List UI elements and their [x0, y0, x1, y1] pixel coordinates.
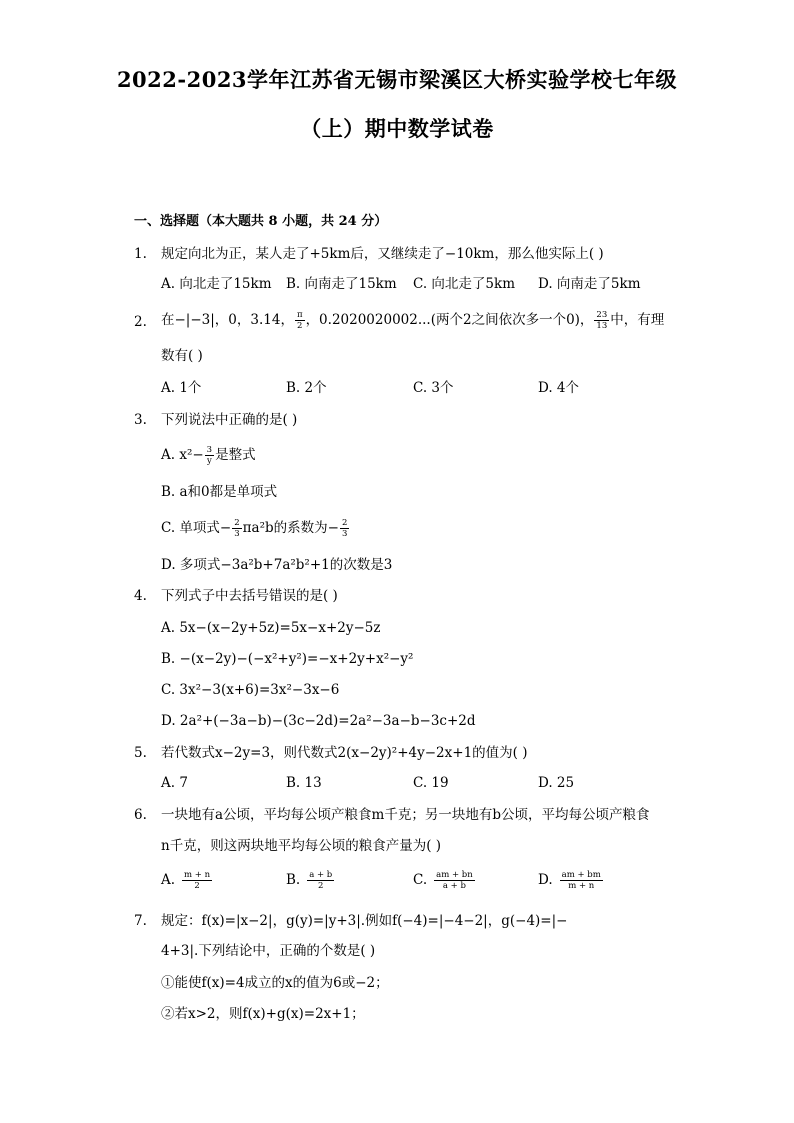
option-part: 是整式 — [215, 447, 256, 463]
question-stem: 规定：f(x)=|x−2|，g(y)=|y+3|.例如f(−4)=|−4−2|，g(−4)=|− — [161, 913, 568, 929]
question-number: 7. — [134, 913, 147, 929]
option-b: B. 2个 — [286, 380, 327, 396]
question-stem — [161, 310, 664, 331]
option-c: C. 向北走了5km — [413, 276, 516, 292]
option-b — [286, 870, 335, 891]
denominator: 2 — [194, 881, 200, 891]
numerator: am + bm — [561, 870, 601, 880]
option-b: B. −(x−2y)−(−x²+y²)=−x+2y+x²−y² — [161, 651, 414, 667]
option-label: B. — [286, 872, 301, 888]
option-a: A. 5x−(x−2y+5z)=5x−x+2y−5z — [161, 620, 381, 636]
fraction — [205, 445, 214, 466]
page-title-line-1: 2022-2023学年江苏省无锡市梁溪区大桥实验学校七年级 — [116, 67, 678, 92]
stem-part: 中，有理 — [610, 312, 665, 328]
fraction — [232, 518, 241, 539]
fraction — [340, 518, 349, 539]
stem-part: 在−|−3|，0，3.14， — [161, 312, 294, 328]
section-heading: 一、选择题（本大题共 8 小题，共 24 分） — [134, 214, 388, 229]
question-stem: 规定向北为正，某人走了+5km后，又继续走了−10km，那么他实际上( ) — [161, 246, 604, 262]
option-c — [413, 870, 476, 891]
option-d: D. 4个 — [538, 380, 580, 396]
numerator: m + n — [184, 870, 211, 880]
option-part: A. x²− — [161, 447, 204, 463]
question-stem: 下列式子中去括号错误的是( ) — [161, 588, 338, 604]
option-a — [161, 445, 256, 466]
question-stem-cont: n千克，则这两块地平均每公顷的粮食产量为( ) — [161, 838, 442, 854]
numerator: π — [296, 310, 303, 320]
option-b: B. a和0都是单项式 — [161, 484, 278, 500]
page-title-line-2: （上）期中数学试卷 — [300, 116, 494, 141]
option-b: B. 向南走了15km — [286, 276, 397, 292]
option-label: D. — [538, 872, 553, 888]
option-c — [161, 518, 350, 539]
fraction — [434, 870, 475, 891]
question-stem: 若代数式x−2y=3，则代数式2(x−2y)²+4y−2x+1的值为( ) — [161, 745, 528, 761]
option-label: C. — [413, 872, 428, 888]
fraction — [560, 870, 603, 891]
numerator: am + bn — [436, 870, 473, 880]
question-number: 5. — [134, 745, 147, 761]
denominator: m + n — [568, 881, 595, 891]
option-a: A. 向北走了15km — [161, 276, 272, 292]
denominator: y — [206, 456, 212, 466]
denominator: 2 — [297, 321, 303, 331]
fraction — [307, 870, 334, 891]
denominator: 3 — [234, 529, 240, 539]
option-d: D. 25 — [538, 775, 575, 791]
option-a: A. 7 — [161, 775, 188, 791]
question-number: 2. — [134, 314, 147, 330]
option-d: D. 向南走了5km — [538, 276, 641, 292]
fraction — [182, 870, 212, 891]
option-d: D. 2a²+(−3a−b)−(3c−2d)=2a²−3a−b−3c+2d — [161, 713, 476, 729]
question-stem-cont: 数有( ) — [161, 348, 203, 364]
numerator: 2 — [341, 518, 348, 528]
fraction — [594, 310, 609, 331]
numerator: 23 — [596, 310, 608, 320]
fraction — [295, 310, 305, 331]
question-number: 1. — [134, 246, 147, 262]
option-b: B. 13 — [286, 775, 322, 791]
numerator: a + b — [309, 870, 333, 880]
numerator: 2 — [234, 518, 240, 528]
option-d: D. 多项式−3a²b+7a²b²+1的次数是3 — [161, 557, 393, 573]
denominator: 2 — [318, 881, 324, 891]
option-d — [538, 870, 604, 891]
option-c: C. 19 — [413, 775, 449, 791]
denominator: 3 — [341, 529, 348, 539]
statement-2: ②若x>2，则f(x)+g(x)=2x+1； — [161, 1006, 365, 1022]
option-part: πa²b的系数为− — [242, 520, 339, 536]
option-part: C. 单项式− — [161, 520, 232, 536]
stem-part: ，0.2020020002...(两个2之间依次多一个0)， — [305, 312, 594, 328]
option-c: C. 3x²−3(x+6)=3x²−3x−6 — [161, 682, 340, 698]
question-stem: 下列说法中正确的是( ) — [161, 412, 298, 428]
statement-1: ①能使f(x)=4成立的x的值为6或−2； — [161, 975, 389, 991]
option-a — [161, 870, 213, 891]
option-c: C. 3个 — [413, 380, 454, 396]
question-number: 3. — [134, 412, 147, 428]
numerator: 3 — [206, 445, 213, 455]
question-stem: 一块地有a公顷，平均每公顷产粮食m千克；另一块地有b公顷，平均每公顷产粮食 — [161, 807, 650, 823]
option-a: A. 1个 — [161, 380, 202, 396]
question-number: 6. — [134, 807, 147, 823]
denominator: a + b — [442, 881, 466, 891]
denominator: 13 — [596, 321, 608, 331]
question-number: 4. — [134, 588, 147, 604]
option-label: A. — [161, 872, 176, 888]
question-stem-cont: 4+3|.下列结论中，正确的个数是( ) — [161, 943, 376, 959]
